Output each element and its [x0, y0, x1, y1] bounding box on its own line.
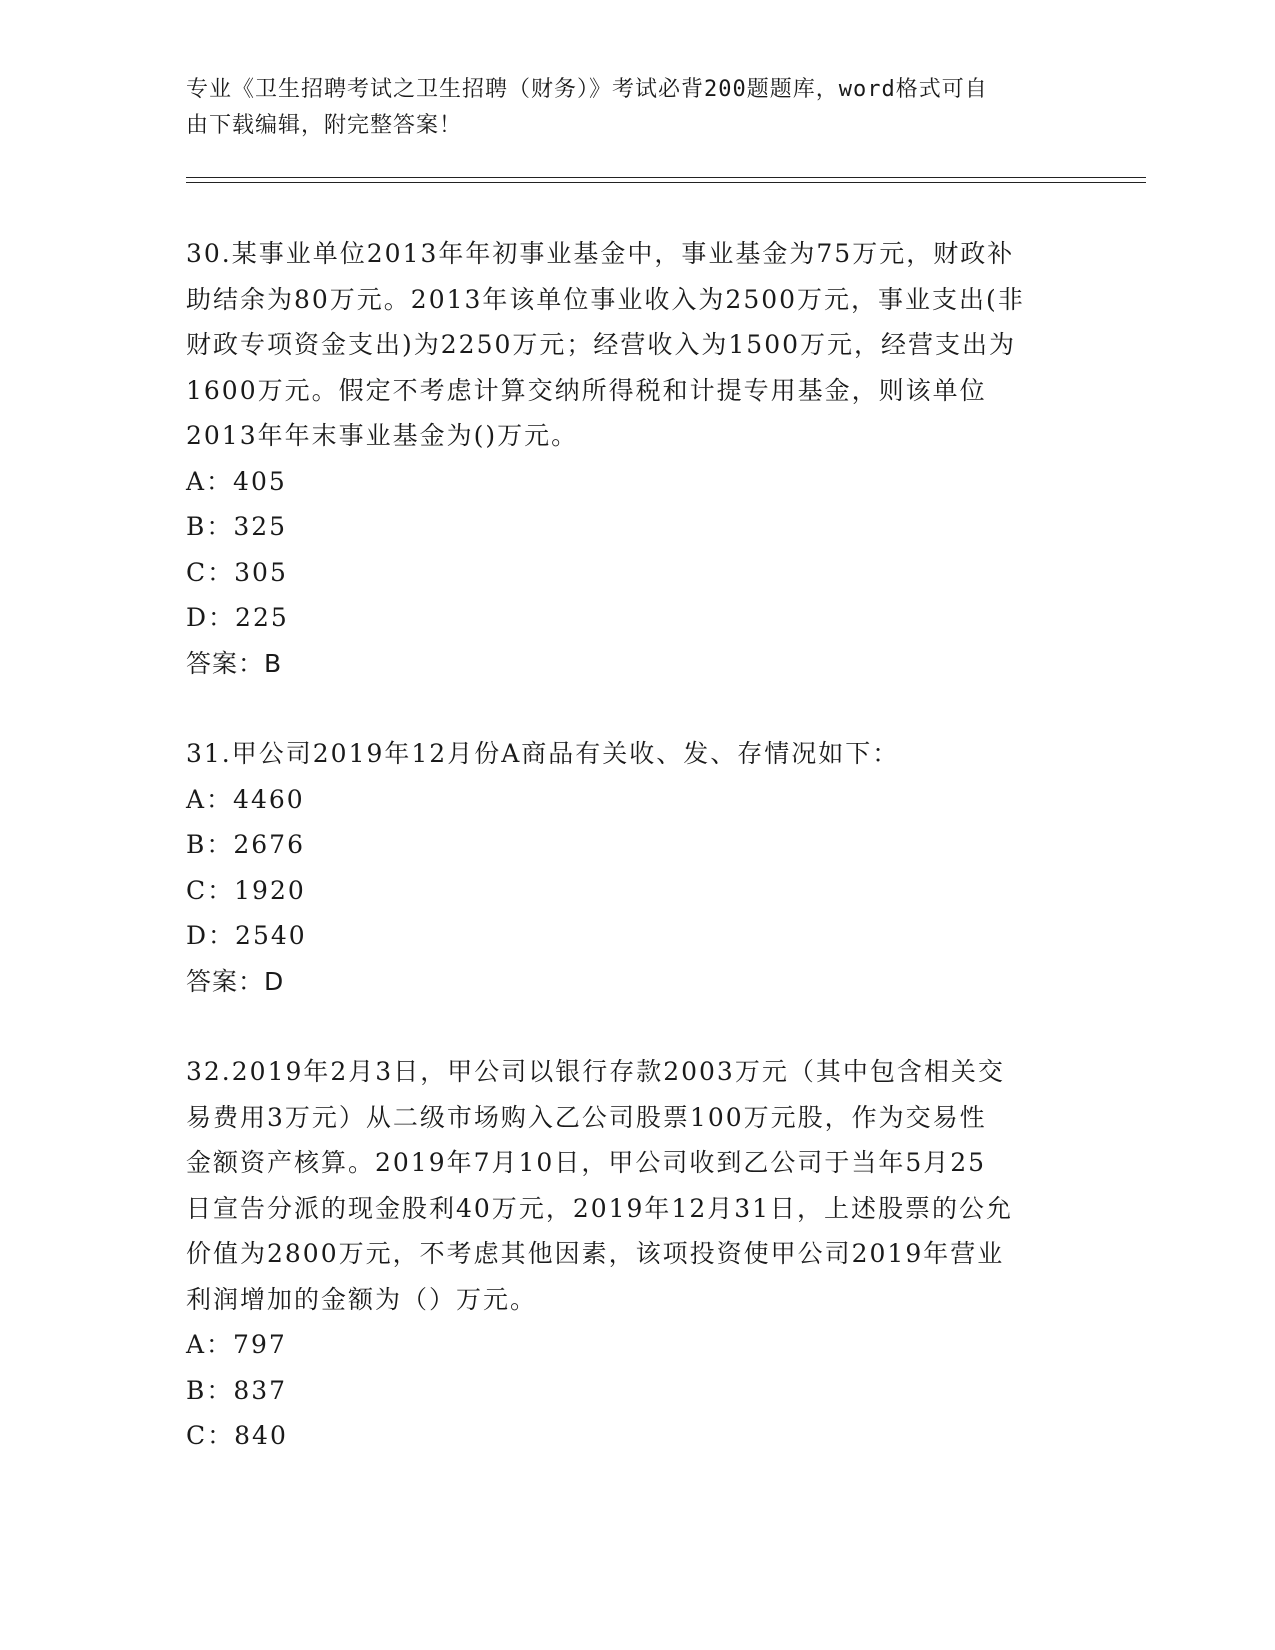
question-stem-line: 32.2019年2月3日，甲公司以银行存款2003万元（其中包含相关交	[186, 1057, 1005, 1086]
option-b: B：2676	[186, 830, 305, 859]
question-stem-line: 日宣告分派的现金股利40万元，2019年12月31日，上述股票的公允	[186, 1193, 1014, 1223]
question-stem-line: 价值为2800万元，不考虑其他因素，该项投资使甲公司2019年营业	[186, 1239, 1005, 1268]
question-30	[186, 231, 1086, 686]
option-d: D：225	[186, 603, 289, 632]
question-stem-line: 2013年年末事业基金为()万元。	[186, 421, 579, 450]
document-header	[186, 72, 1066, 144]
header-divider-bottom	[186, 182, 1146, 183]
question-spacer	[186, 686, 1086, 731]
question-stem-line: 财政专项资金支出)为2250万元；经营收入为1500万元，经营支出为	[186, 330, 1017, 359]
option-a: A：797	[186, 1330, 287, 1359]
option-a: A：4460	[186, 784, 305, 814]
header-line-1: 专业《卫生招聘考试之卫生招聘（财务）》考试必背200题题库，word格式可自	[186, 77, 988, 102]
question-32	[186, 1049, 1086, 1459]
option-b: B：837	[186, 1375, 288, 1405]
question-stem-line: 易费用3万元）从二级市场购入乙公司股票100万元股，作为交易性	[186, 1102, 987, 1132]
question-stem-line: 30.某事业单位2013年年初事业基金中，事业基金为75万元，财政补	[186, 239, 1015, 268]
question-list	[186, 231, 1086, 1459]
question-stem-line: 助结余为80万元。2013年该单位事业收入为2500万元，事业支出(非	[186, 284, 1025, 314]
question-spacer	[186, 1004, 1086, 1049]
question-stem-line: 1600万元。假定不考虑计算交纳所得税和计提专用基金，则该单位	[186, 375, 987, 405]
option-b: B：325	[186, 512, 288, 541]
option-a: A：405	[186, 466, 287, 496]
question-31	[186, 731, 1086, 1004]
option-d: D：2540	[186, 921, 307, 950]
option-c: C：1920	[186, 875, 306, 905]
question-stem-line: 金额资产核算。2019年7月10日，甲公司收到乙公司于当年5月25	[186, 1148, 987, 1177]
header-line-2: 由下载编辑，附完整答案！	[186, 113, 463, 138]
header-divider-top	[186, 177, 1146, 178]
option-c: C：305	[186, 557, 288, 587]
question-stem-line: 利润增加的金额为（）万元。	[186, 1284, 538, 1314]
answer-line: 答案：D	[186, 966, 285, 996]
option-c: C：840	[186, 1421, 288, 1450]
answer-line: 答案：B	[186, 648, 283, 678]
question-stem-line: 31.甲公司2019年12月份A商品有关收、发、存情况如下：	[186, 739, 900, 768]
